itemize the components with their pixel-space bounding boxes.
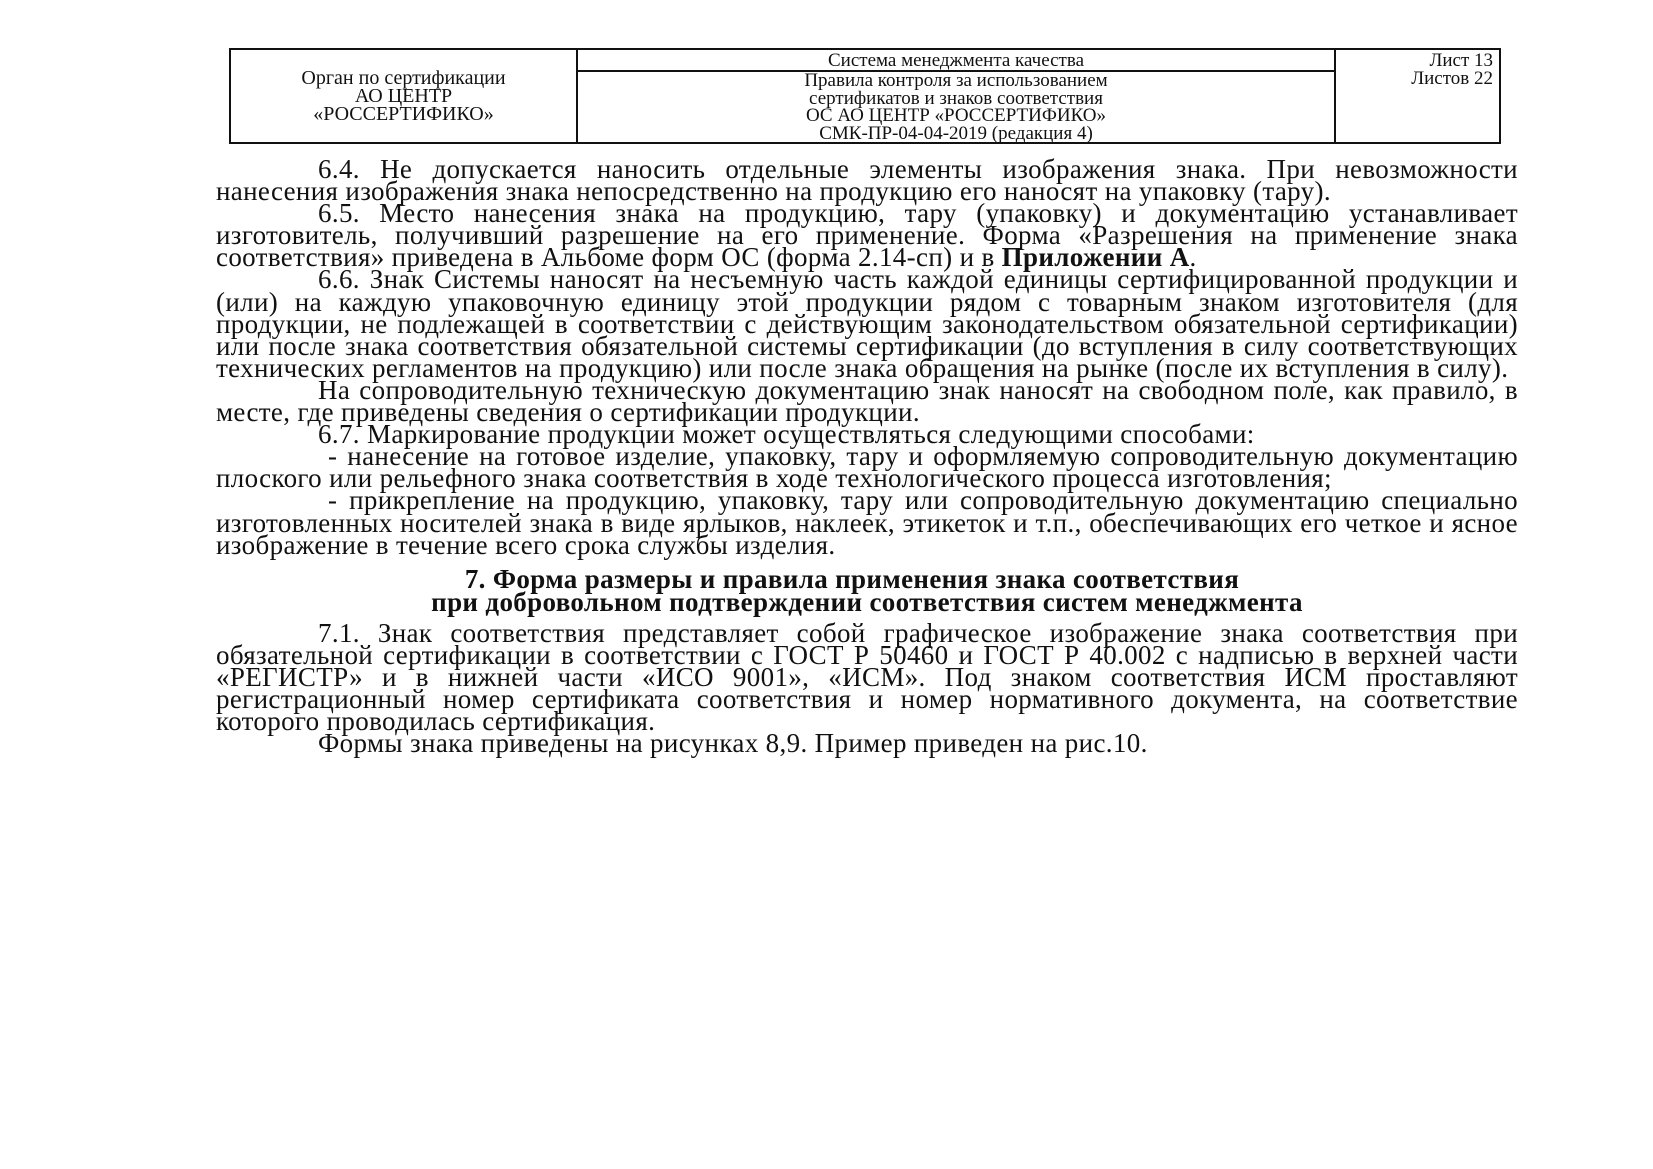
rules-line-1: Правила контроля за использованием <box>804 70 1108 91</box>
rules-line-3: ОС АО ЦЕНТР «РОССЕРТИФИКО» <box>805 105 1107 126</box>
paragraph-7-1: 7.1. Знак соответствия представляет собой графическое изображение знака соответствия при обязательной сертификации в соответствии с ГОСТ Р 50460 и ГОСТ Р 40.002 с надписью в верхней части «РЕГИСТР» и в нижней части «ИСО 9001», «ИСМ». Под знаком соответствия ИСМ проставляют регистрационный номер сертификата соответствия и номер нормативного документа, на соответствие которого проводилась сертификация. <box>216 617 1518 737</box>
org-line-3: «РОССЕРТИФИКО» <box>313 103 494 125</box>
qms-title-cell: Система менеджмента качества <box>577 49 1335 71</box>
paragraph-accompanying-docs: На сопроводительную техническую документацию знак наносят на свободном поле, как правило, в месте, где приведены сведения о сертификации продукции. <box>216 374 1518 428</box>
rules-line-4: СМК-ПР-04-04-2019 (редакция 4) <box>819 122 1093 144</box>
appendix-a-reference: Приложении А <box>1001 242 1190 273</box>
sheet-number-cell <box>1335 49 1500 143</box>
paragraph-6-4: 6.4. Не допускается наносить отдельные элементы изображения знака. При невозможности нанесения изображения знака непосредственно на продукцию его наносят на упаковку (тару). <box>216 154 1518 207</box>
org-line-2: АО ЦЕНТР <box>354 85 453 107</box>
document-header-table <box>229 48 1501 144</box>
paragraph-6-6: 6.6. Знак Системы наносят на несъемную часть каждой единицы сертифицированной продукции и (или) на каждую упаковочную единицу этой продукции рядом с товарным знаком изготовителя (для продукции, не подлежащей в соответствии с действующим законодательством обязательной сертификации) или после знака соответствия обязательной системы сертификации (до вступления в силу соответствующих технических регламентов на продукцию) или после знака обращения на рынке (после их вступления в силу). <box>216 264 1518 383</box>
paragraph-6-7: 6.7. Маркирование продукции может осуществляться следующими способами: <box>318 419 1255 450</box>
document-body <box>216 154 1518 759</box>
bullet-item-2: - прикрепление на продукцию, упаковку, тару или сопроводительную документацию специально изготовленных носителей знака в виде ярлыков, наклеек, этикеток и т.п., обеспечивающих его четкое и ясное изображение в течение всего срока службы изделия. <box>216 485 1518 560</box>
section-7-heading <box>216 563 1518 617</box>
rules-line-2: сертификатов и знаков соответствия <box>809 87 1103 109</box>
document-rules-cell <box>577 71 1335 143</box>
sheet-number: Лист 13 <box>1429 50 1493 71</box>
bullet-item-1: - нанесение на готовое изделие, упаковку, тару и оформляемую сопроводительную документацию плоского или рельефного знака соответствия в ходе технологического процесса изготовления; <box>216 441 1518 494</box>
paragraph-6-5-end: . <box>1189 242 1197 273</box>
sheets-total: Листов 22 <box>1411 68 1493 89</box>
paragraph-forms-reference: Формы знака приведены на рисунках 8,9. Пример приведен на рис.10. <box>318 728 1148 759</box>
section-7-heading-line-1: 7. Форма размеры и правила применения знака соответствия <box>464 563 1240 594</box>
section-7-heading-line-2: при добровольном подтверждении соответствия систем менеджмента <box>431 586 1303 617</box>
paragraph-6-5 <box>216 198 1518 273</box>
certification-body-cell <box>230 49 577 143</box>
org-line-1: Орган по сертификации <box>301 67 506 89</box>
paragraph-6-5-text: 6.5. Место нанесения знака на продукцию, тару (упаковку) и документацию устанавливает изготовитель, получивший разрешение на его применение. Форма «Разрешения на применение знака соответствия» приведена в Альбоме форм ОС (форма 2.14-сп) и в <box>216 198 1518 273</box>
